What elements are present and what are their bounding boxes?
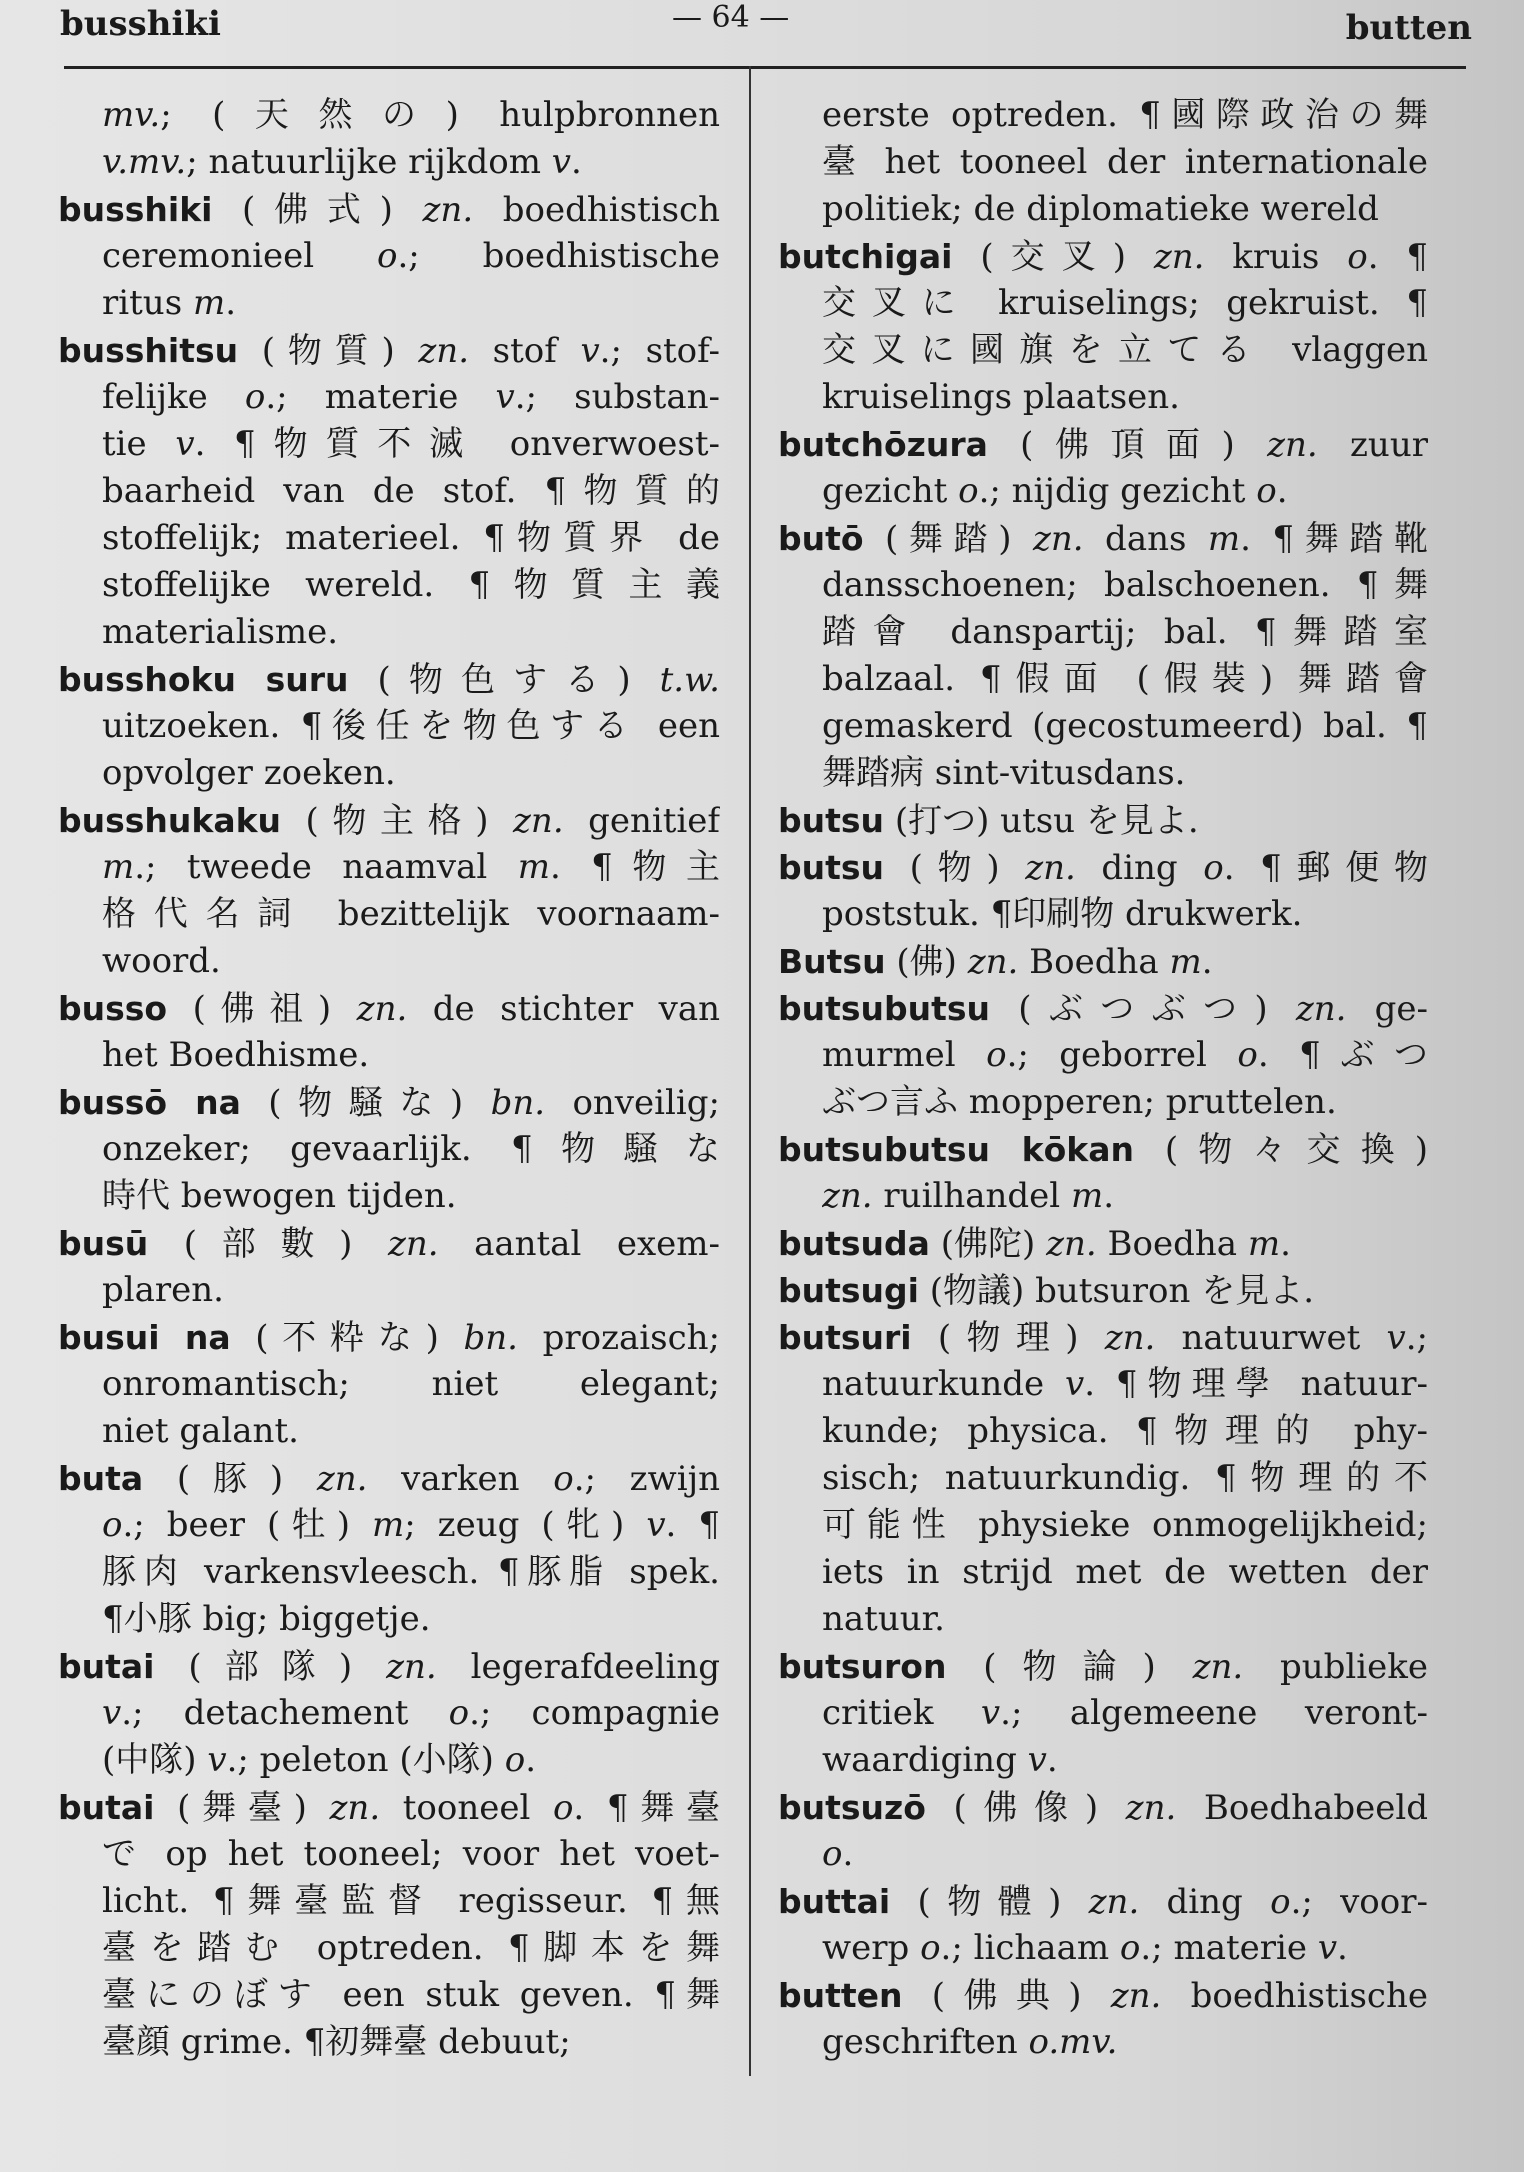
entry-line: gezicht o.; nijdig gezicht o. — [822, 471, 1288, 511]
entry-line: felijke o.; materie v.; substan- — [102, 377, 720, 417]
entry-line: kruiselings plaatsen. — [822, 377, 1180, 417]
dictionary-entry — [778, 1220, 1428, 1267]
entry-line: bussō na (物騒な) bn. onveilig; — [58, 1083, 720, 1123]
dictionary-entry — [778, 421, 1428, 515]
entry-line: het Boedhisme. — [102, 1035, 370, 1075]
left-column — [58, 92, 720, 2066]
entry-line: butsuron (物論) zn. publieke — [778, 1647, 1428, 1687]
entry-line: buttai (物體) zn. ding o.; voor- — [778, 1882, 1428, 1922]
entry-line: butsuzō (佛像) zn. Boedhabeeld — [778, 1788, 1428, 1828]
dictionary-entry — [778, 938, 1428, 985]
dictionary-entry — [778, 1972, 1428, 2066]
entry-line: butai (舞臺) zn. tooneel o. ¶舞臺 — [58, 1788, 720, 1828]
entry-line: natuur. — [822, 1599, 945, 1639]
entry-line: 格代名詞 bezittelijk voornaam- — [102, 894, 720, 934]
entry-line: butchigai (交叉) zn. kruis o. ¶ — [778, 237, 1428, 277]
entry-line: onromantisch; niet elegant; — [102, 1364, 720, 1404]
dictionary-entry — [58, 1079, 720, 1220]
entry-line: 臺 het tooneel der internationale — [822, 142, 1428, 182]
dictionary-entry — [778, 1314, 1428, 1643]
entry-line: butsubutsu (ぶつぶつ) zn. ge- — [778, 989, 1428, 1029]
dictionary-entry — [778, 797, 1428, 844]
entry-line: butchōzura (佛頂面) zn. zuur — [778, 425, 1428, 465]
entry-line: licht. ¶舞臺監督 regisseur. ¶無 — [102, 1881, 720, 1921]
entry-line: busū (部數) zn. aantal exem- — [58, 1224, 720, 1264]
entry-line: dansschoenen; balschoenen. ¶舞 — [822, 565, 1428, 605]
entry-line: iets in strijd met de wetten der — [822, 1552, 1428, 1592]
entry-line: critiek v.; algemeene veront- — [822, 1693, 1428, 1733]
dictionary-entry — [58, 985, 720, 1079]
entry-line: butsubutsu kōkan (物々交換) — [778, 1130, 1428, 1170]
entry-line: ceremonieel o.; boedhistische — [102, 236, 720, 276]
entry-line: sisch; natuurkundig. ¶物理的不 — [822, 1458, 1428, 1498]
entry-line: butsugi (物議) butsuron を見よ. — [778, 1271, 1315, 1311]
guide-word-right: butten — [1345, 8, 1472, 48]
entry-line: 豚肉 varkensvleesch. ¶豚脂 spek. — [102, 1552, 720, 1592]
dictionary-entry — [778, 1643, 1428, 1784]
entry-line: opvolger zoeken. — [102, 753, 396, 793]
entry-line: stoffelijke wereld. ¶物質主義 — [102, 565, 720, 605]
entry-line: uitzoeken. ¶後任を物色する een — [102, 706, 720, 746]
entry-line: busshiki (佛式) zn. boedhistisch — [58, 190, 720, 230]
dictionary-entry — [58, 1220, 720, 1314]
entry-line: 踏會 danspartij; bal. ¶舞踏室 — [822, 612, 1428, 652]
entry-line: busui na (不粋な) bn. prozaisch; — [58, 1318, 720, 1358]
header-rule — [64, 66, 1466, 69]
entry-line: (中隊) v.; peleton (小隊) o. — [102, 1740, 536, 1780]
guide-word-left: busshiki — [60, 4, 221, 44]
entry-line: buta (豚) zn. varken o.; zwijn — [58, 1459, 720, 1499]
entry-line: butsu (物) zn. ding o. ¶郵便物 — [778, 848, 1428, 888]
entry-line: tie v. ¶物質不滅 onverwoest- — [102, 424, 720, 464]
entry-line: busshoku suru (物色する) t.w. — [58, 660, 720, 700]
entry-line: 交叉に kruiselings; gekruist. ¶ — [822, 283, 1428, 323]
entry-line: 可能性 physieke onmogelijkheid; — [822, 1505, 1428, 1545]
entry-line: ¶小豚 big; biggetje. — [102, 1599, 431, 1639]
dictionary-entry — [778, 1267, 1428, 1314]
dictionary-entry — [58, 1784, 720, 2066]
entry-line: politiek; de diplomatieke wereld — [822, 189, 1379, 229]
dictionary-entry — [778, 233, 1428, 421]
right-column — [778, 92, 1428, 2066]
dictionary-entry — [778, 1126, 1428, 1220]
page-number: — 64 — — [672, 0, 790, 35]
entry-line: werp o.; lichaam o.; materie v. — [822, 1928, 1348, 1968]
entry-line: v.mv.; natuurlijke rijkdom v. — [102, 142, 582, 182]
entry-line: poststuk. ¶印刷物 drukwerk. — [822, 894, 1303, 934]
entry-line: kunde; physica. ¶物理的 phy- — [822, 1411, 1428, 1451]
dictionary-entry — [58, 186, 720, 327]
entry-line: woord. — [102, 941, 221, 981]
entry-line: 臺を踏む optreden. ¶脚本を舞 — [102, 1928, 720, 1968]
dictionary-entry — [58, 1455, 720, 1643]
entry-line: 舞踏病 sint-vitusdans. — [822, 753, 1186, 793]
entry-line: eerste optreden. ¶國際政治の舞 — [822, 95, 1428, 135]
dictionary-entry — [778, 1878, 1428, 1972]
dictionary-entry — [58, 1643, 720, 1784]
entry-line: busshitsu (物質) zn. stof v.; stof- — [58, 331, 720, 371]
entry-line: ぶつ言ふ mopperen; pruttelen. — [822, 1082, 1337, 1122]
entry-line: butsuri (物理) zn. natuurwet v.; — [778, 1318, 1428, 1358]
entry-line: butō (舞踏) zn. dans m. ¶舞踏靴 — [778, 519, 1428, 559]
entry-line: o.; beer (牡) m; zeug (牝) v. ¶ — [102, 1505, 720, 1545]
dictionary-entry — [778, 515, 1428, 797]
entry-line: plaren. — [102, 1270, 224, 1310]
entry-line: natuurkunde v. ¶物理學 natuur- — [822, 1364, 1428, 1404]
entry-line: geschriften o.mv. — [822, 2022, 1118, 2062]
entry-line: 臺にのぼす een stuk geven. ¶舞 — [102, 1975, 720, 2015]
entry-line: v.; detachement o.; compagnie — [102, 1693, 720, 1733]
entry-line: Butsu (佛) zn. Boedha m. — [778, 942, 1213, 982]
entry-line: butten (佛典) zn. boedhistische — [778, 1976, 1428, 2016]
entry-line: ritus m. — [102, 283, 237, 323]
entry-line: butsuda (佛陀) zn. Boedha m. — [778, 1224, 1291, 1264]
entry-line: で op het tooneel; voor het voet- — [102, 1834, 720, 1874]
entry-line: stoffelijk; materieel. ¶物質界 de — [102, 518, 720, 558]
page-header — [60, 0, 1472, 60]
entry-line: waardiging v. — [822, 1740, 1058, 1780]
entry-line: niet galant. — [102, 1411, 299, 1451]
entry-continuation — [58, 92, 720, 186]
dictionary-entry — [58, 1314, 720, 1455]
dictionary-entry — [778, 985, 1428, 1126]
entry-line: busso (佛祖) zn. de stichter van — [58, 989, 720, 1029]
entry-line: m.; tweede naamval m. ¶物主 — [102, 847, 720, 887]
entry-line: murmel o.; geborrel o. ¶ぶつ — [822, 1035, 1428, 1075]
entry-line: o. — [822, 1834, 854, 1874]
column-divider — [749, 66, 751, 2076]
entry-line: mv.; (天然の) hulpbronnen — [102, 95, 720, 135]
entry-line: zn. ruilhandel m. — [822, 1176, 1115, 1216]
entry-line: onzeker; gevaarlijk. ¶物騒な — [102, 1129, 720, 1169]
dictionary-entry — [58, 327, 720, 656]
entry-line: butsu (打つ) utsu を見よ. — [778, 801, 1199, 841]
entry-line: busshukaku (物主格) zn. genitief — [58, 801, 720, 841]
entry-line: baarheid van de stof. ¶物質的 — [102, 471, 720, 511]
entry-line: butai (部隊) zn. legerafdeeling — [58, 1647, 720, 1687]
dictionary-entry — [58, 656, 720, 797]
entry-line: 交叉に國旗を立てる vlaggen — [822, 330, 1428, 370]
entry-continuation — [778, 92, 1428, 233]
entry-line: materialisme. — [102, 612, 339, 652]
dictionary-entry — [58, 797, 720, 985]
entry-line: gemaskerd (gecostumeerd) bal. ¶ — [822, 706, 1428, 746]
dictionary-entry — [778, 844, 1428, 938]
entry-line: balzaal. ¶假面 (假裝) 舞踏會 — [822, 659, 1428, 699]
entry-line: 時代 bewogen tijden. — [102, 1176, 457, 1216]
dictionary-entry — [778, 1784, 1428, 1878]
entry-line: 臺顔 grime. ¶初舞臺 debuut; — [102, 2022, 571, 2062]
